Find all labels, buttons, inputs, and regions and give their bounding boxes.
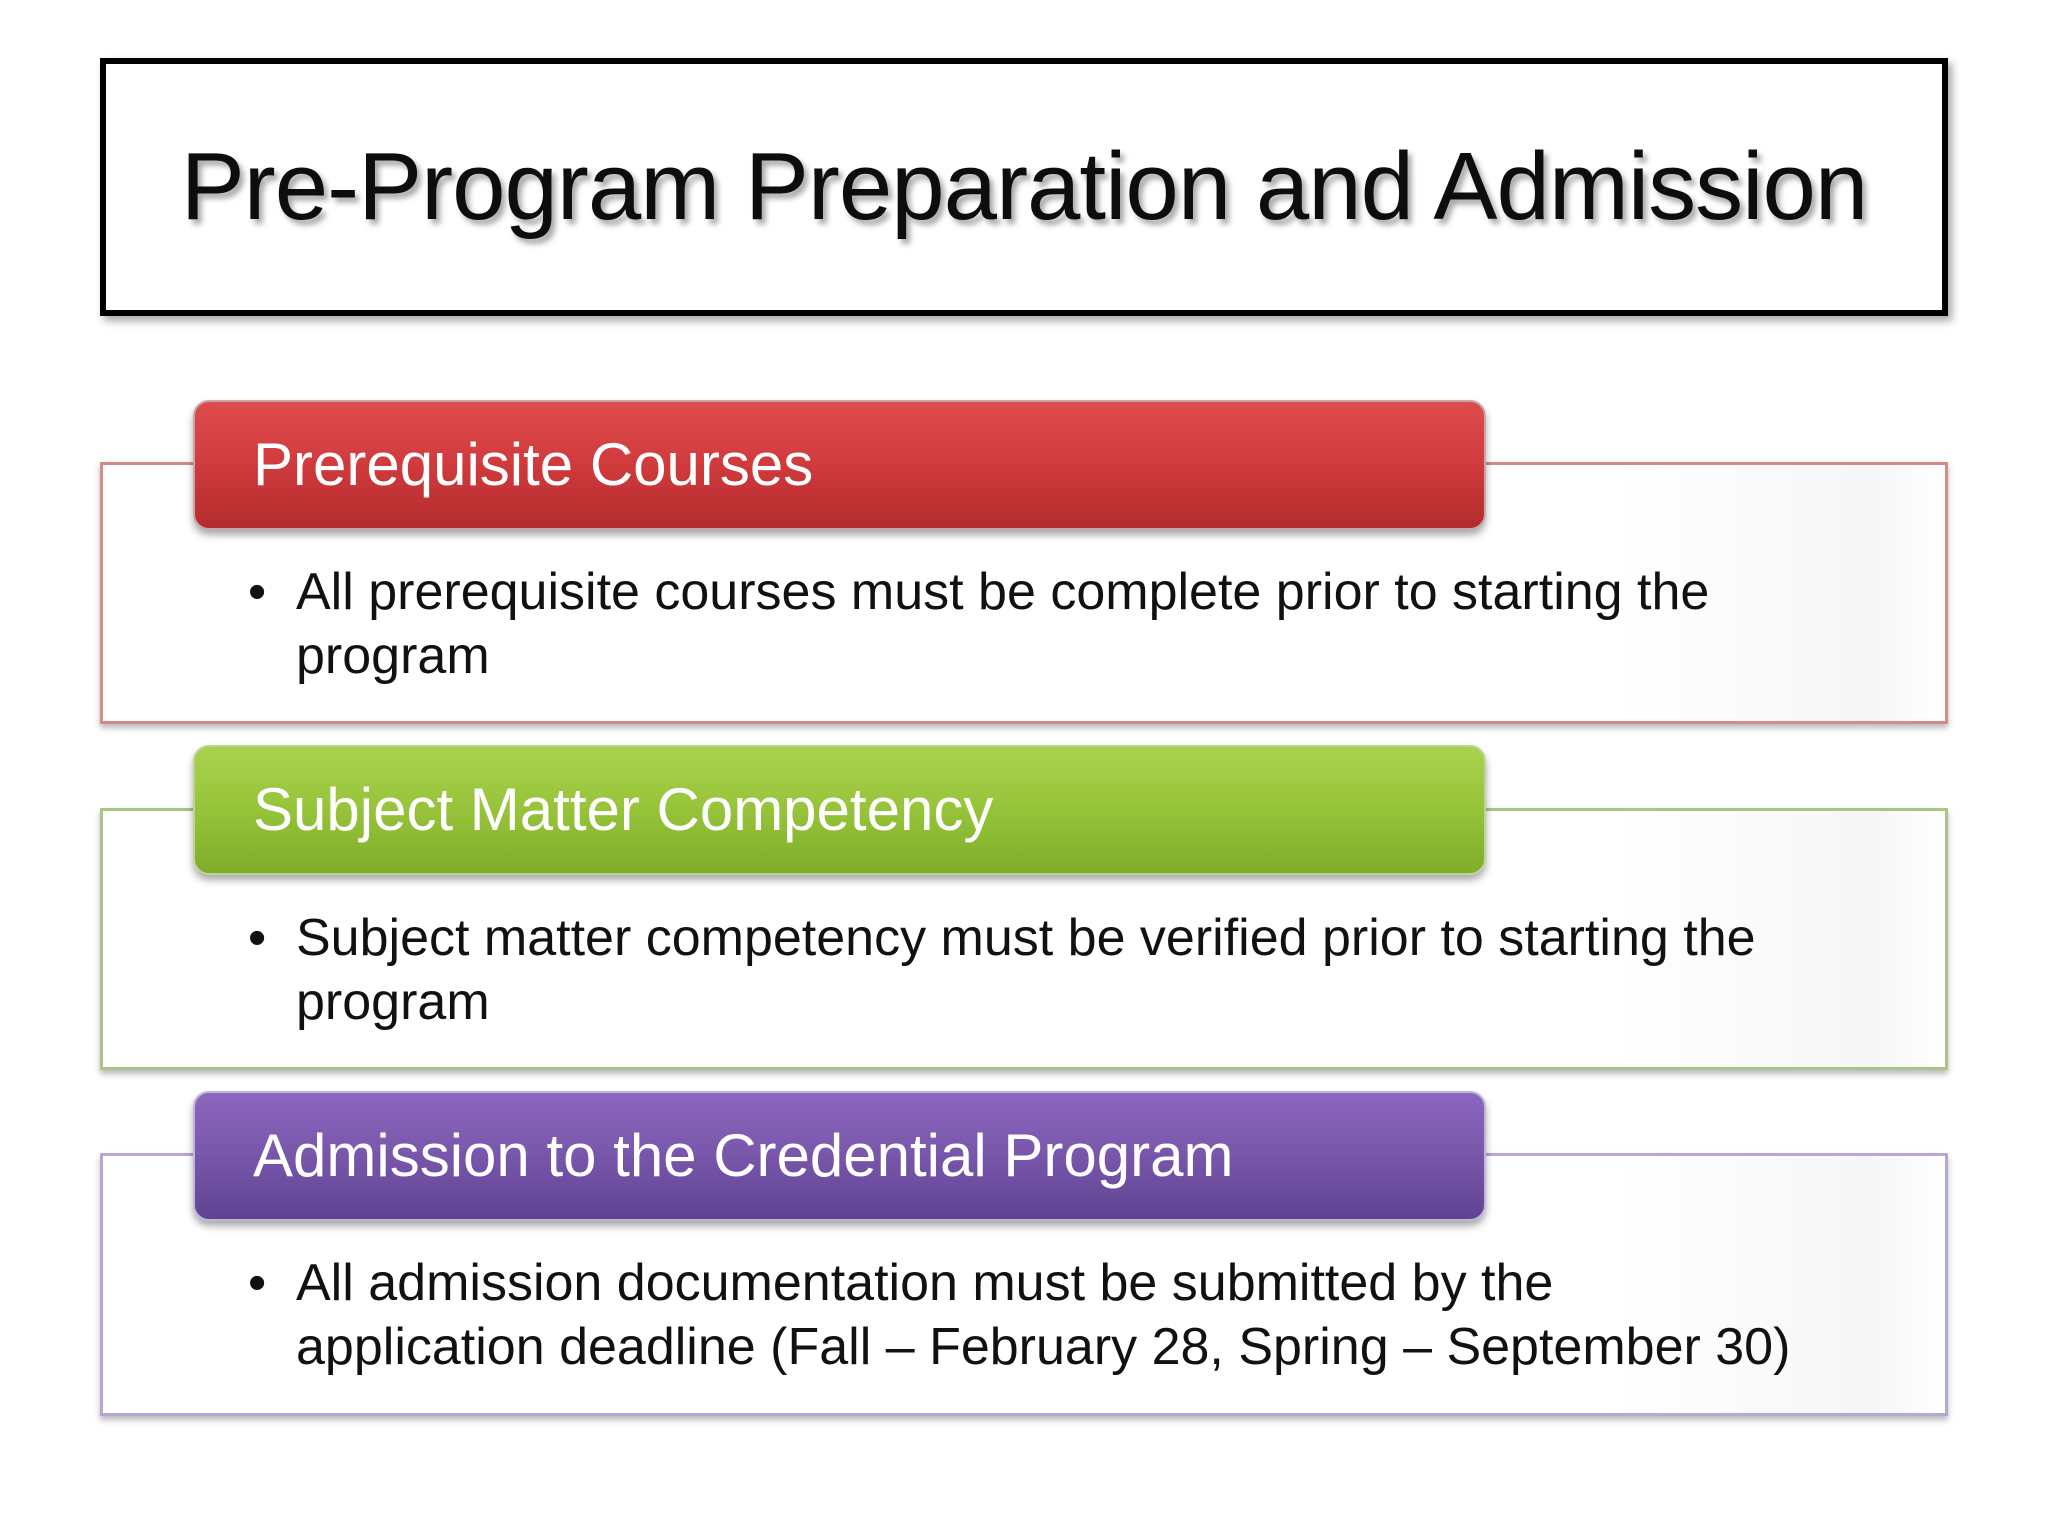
page-title: Pre-Program Preparation and Admission	[180, 133, 1868, 240]
section-header-bar	[193, 400, 1486, 530]
section-header-bar	[193, 1091, 1486, 1221]
bullet-item	[248, 560, 1808, 688]
section-heading: Prerequisite Courses	[253, 431, 814, 498]
bullet-icon: •	[248, 563, 267, 621]
section-heading: Subject Matter Competency	[253, 776, 994, 843]
bullet-item	[248, 1251, 1808, 1379]
bullet-item	[248, 906, 1808, 1034]
bullet-text: All prerequisite courses must be complete prior to starting the program	[296, 563, 1710, 685]
section-heading: Admission to the Credential Program	[253, 1122, 1234, 1189]
bullet-icon: •	[248, 1254, 267, 1312]
bullet-text: Subject matter competency must be verified prior to starting the program	[296, 909, 1756, 1031]
title-box	[100, 58, 1948, 316]
bullet-text: All admission documentation must be submitted by the application deadline (Fall – February 28, Spring – September 30)	[296, 1254, 1791, 1376]
section-header-bar	[193, 745, 1486, 875]
bullet-icon: •	[248, 909, 267, 967]
